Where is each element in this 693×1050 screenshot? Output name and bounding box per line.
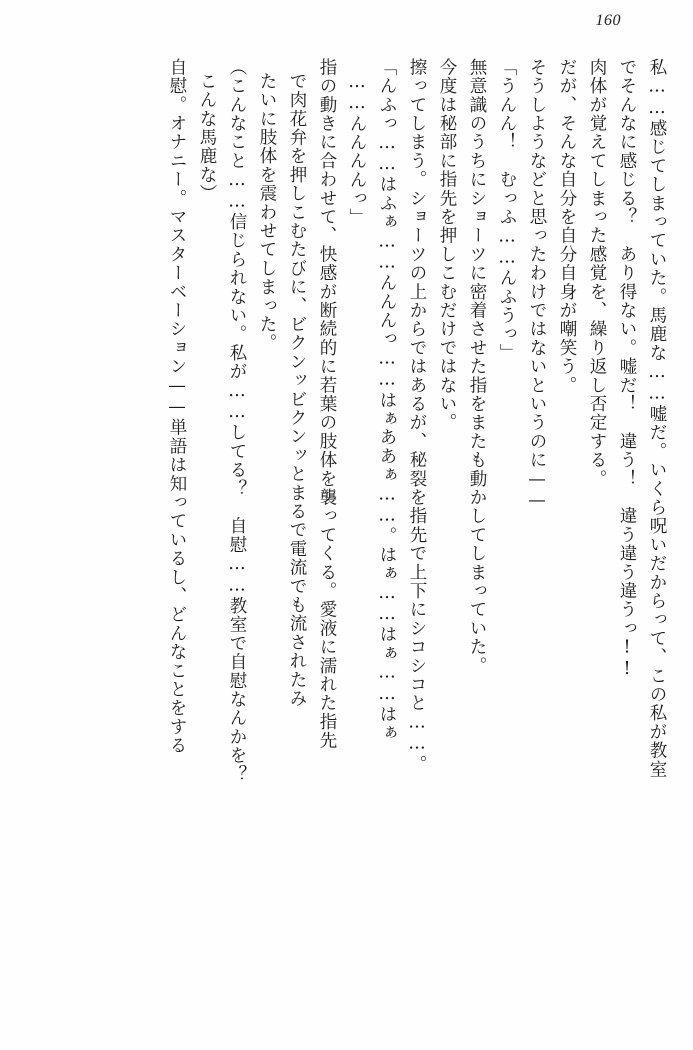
text-line: 「んふっ……はふぁ……んんんっ……はぁああぁ……。はぁ……はぁ……はぁ [377,58,397,743]
text-line: ……んんんんっ」 [347,72,367,227]
vertical-text-body [28,58,665,1020]
text-line: 自慰。オナニー。マスターベーション——単語は知っているし、どんなことをする [167,58,187,755]
text-line: そうしようなどと思ったわけではないというのに—— [527,58,547,512]
text-line: 無意識のうちにショーツに密着させた指をまたも動かしてしまっていた。 [467,58,487,676]
text-line: 擦ってしまう。ショーツの上からではあるが、秘裂を指先で上下にシコシコと……。 [407,58,427,774]
text-line: でそんなに感じる？ あり得ない。嘘だ！ 違う！ 違う違う違うっ!! [617,58,637,681]
text-line: こんな馬鹿な） [197,72,217,203]
text-line: （こんなこと……信じられない。私が……してる？ 自慰……教室で自慰なんかを？ [227,58,247,784]
text-line: 私……感じてしまっていた。馬鹿な……嘘だ。いくら呪いだからって、この私が教室 [647,58,667,779]
text-line: 「うんん！ むっふ……んふうっ」 [497,58,517,363]
text-line: 指の動きに合わせて、快感が断続的に若葉の肢体を襲ってくる。愛液に濡れた指先 [317,58,337,750]
text-line: で肉花弁を押しこむたびに、ビクンッビクンッとまるで電流でも流されたみ [287,72,307,708]
text-line: だが、そんな自分を自分自身が嘲笑う。 [557,58,577,395]
text-line: 今度は秘部に指先を押しこむだけではない。 [437,58,457,432]
text-line: 肉体が覚えてしまった感覚を、繰り返し否定する。 [587,58,607,489]
text-line: たいに肢体を震わせてしまった。 [257,72,277,353]
page-number: 160 [595,12,621,29]
